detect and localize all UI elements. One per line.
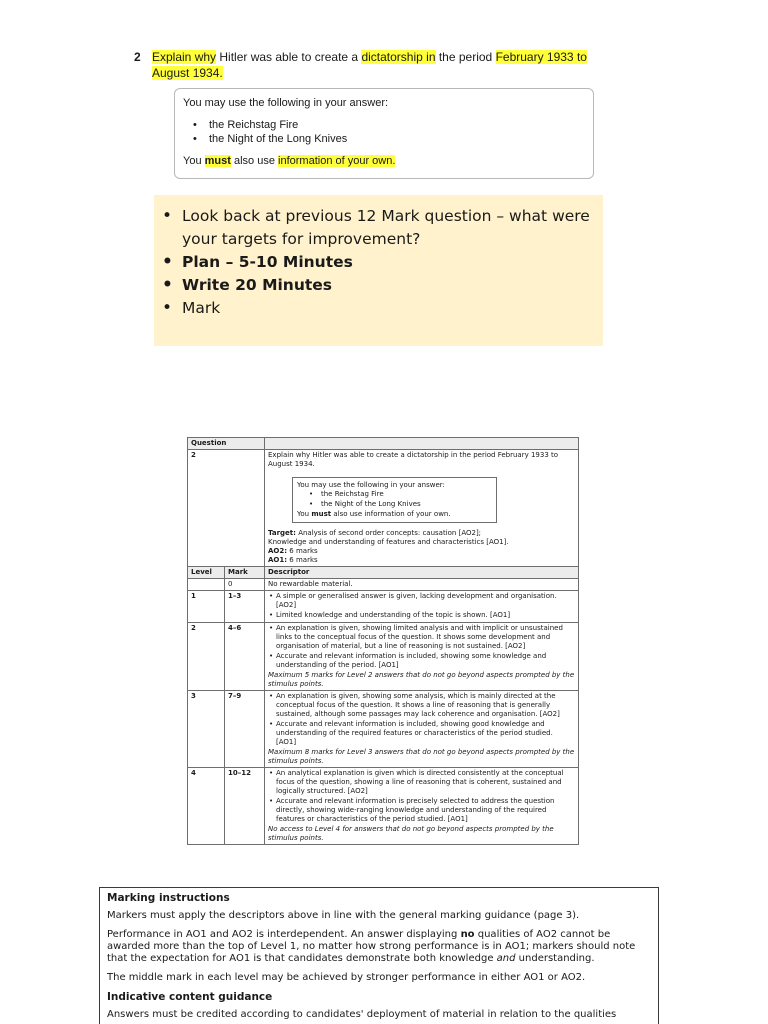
table-row [188,623,579,691]
header-blank-cell [265,438,579,450]
highlight-must: must [204,155,231,167]
mark-cell: 4–6 [225,623,265,691]
table-row [188,768,579,845]
question-text-part: Hitler was able to create a [219,50,359,64]
p2-part: Performance in AO1 and AO2 is interdependent. An answer displaying [107,929,458,940]
question-text: Explain why Hitler was able to create a dictatorship in the period February 1933 to August 1934. [268,451,559,468]
mark-header: Mark [225,567,265,579]
descriptor-note: Maximum 8 marks for Level 3 answers that do not go beyond aspects prompted by the stimulus points. [268,748,575,765]
instruction-item: • Look back at previous 12 Mark question – what were your targets for improvement? [160,205,595,251]
level-cell: 3 [188,691,225,768]
stimulus-own-must: must [311,510,332,518]
mark-scheme-table [187,437,579,845]
table-row [188,438,579,450]
table-header-row [188,567,579,579]
mark-cell: 7–9 [225,691,265,768]
hint-item: • the Reichstag Fire [183,118,585,132]
ao2-label: AO2: [268,547,288,555]
descriptor-point: • Accurate and relevant information is included, showing some knowledge and understanding of the period. [AO1] [268,652,575,670]
ao2-value: 6 marks [289,547,318,555]
indicative-content-title: Indicative content guidance [107,991,273,1003]
question-detail-cell [265,450,579,567]
descriptor-point: • An explanation is given, showing limited analysis and with implicit or unsustained links to the conceptual focus of the question. It shows some development and organisation of material, but a line of reasoning is not sustained. [AO2] [268,624,575,651]
target-label: Target: [268,529,296,537]
descriptor-cell [265,623,579,691]
descriptor-header: Descriptor [265,567,579,579]
descriptor-cell: No rewardable material. [265,579,579,591]
ao1-line [268,556,575,565]
highlight-explain: Explain why [152,50,217,64]
level-cell [188,579,225,591]
marking-instructions-box [99,887,659,1024]
p2-part: qualities of AO2 cannot be awarded more than the top of Level 1, no matter how strong performance is in AO1; markers should note that the expectation for AO1 is that candidates demonstrate both knowledge [107,929,636,964]
highlight-dates: February 1933 to August 1934. [152,50,587,80]
question-number-cell: 2 [188,450,265,567]
marking-instructions-p3: The middle mark in each level may be achieved by stronger performance in either AO1 or AO2. [107,972,586,983]
level-cell: 4 [188,768,225,845]
table-row [188,450,579,567]
own-information-line [183,154,585,168]
target-line [268,529,575,538]
stimulus-item: • the Reichstag Fire [297,490,492,499]
level-header: Level [188,567,225,579]
ao1-value: 6 marks [289,556,318,564]
descriptor-point: • A simple or generalised answer is given, lacking development and organisation. [AO2] [268,592,575,610]
mark-cell: 10–12 [225,768,265,845]
p2-part: understanding. [518,953,595,964]
hint-intro: You may use the following in your answer: [183,97,389,109]
descriptor-point: • Accurate and relevant information is included, showing good knowledge and understanding of the required features or characteristics of the period studied. [AO1] [268,720,575,747]
instruction-item: • Write 20 Minutes [160,274,595,297]
stimulus-list [297,490,492,509]
descriptor-note: No access to Level 4 for answers that do not go beyond aspects prompted by the stimulus points. [268,825,554,842]
ao1-label: AO1: [268,556,288,564]
stimulus-item: • the Night of the Long Knives [297,500,492,509]
stimulus-own-line [297,510,492,519]
instruction-item: • Mark [160,297,595,320]
descriptor-cell [265,768,579,845]
own-prefix: You [183,155,202,167]
instructions-panel [154,195,603,346]
hint-item: • the Night of the Long Knives [183,132,585,146]
descriptor-point: • Accurate and relevant information is precisely selected to address the question directly, showing wide-ranging knowledge and understanding of the required features or characteristics of the period studied. [AO1] [268,797,575,824]
p2-and: and [496,953,516,964]
descriptor-cell [265,691,579,768]
stimulus-own-prefix: You [297,510,310,518]
hint-box [174,88,594,179]
descriptor-note: Maximum 5 marks for Level 2 answers that do not go beyond aspects prompted by the stimulus points. [268,671,575,688]
ao2-line [268,547,575,556]
question-text-part: the period [438,50,493,64]
descriptor-cell [265,591,579,623]
target-line-2: Knowledge and understanding of features and characteristics [AO1]. [268,538,509,546]
highlight-own-information: information of your own. [278,155,396,167]
highlight-dictatorship: dictatorship in [361,50,436,64]
mark-cell: 0 [225,579,265,591]
target-text: Analysis of second order concepts: causation [AO2]; [298,529,482,537]
own-mid: also use [233,155,275,167]
instructions-list [160,205,595,320]
level-cell: 1 [188,591,225,623]
stimulus-box [292,477,497,523]
p2-no: no [460,929,475,940]
table-row [188,591,579,623]
descriptor-point: • An analytical explanation is given which is directed consistently at the conceptual focus of the question, showing a line of reasoning that is coherent, sustained and logically structured. [AO2] [268,769,575,796]
table-row [188,579,579,591]
stimulus-intro: You may use the following in your answer: [297,481,445,489]
descriptor-point: • An explanation is given, showing some analysis, which is mainly directed at the conceptual focus of the question. It shows a line of reasoning that is generally sustained, although some passages may lack coherence and organisation. [AO2] [268,692,575,719]
question-text [152,49,592,81]
question-header-cell: Question [188,438,265,450]
mark-cell: 1–3 [225,591,265,623]
marking-instructions-p2 [107,929,651,965]
marking-instructions-p1: Markers must apply the descriptors above in line with the general marking guidance (page 3). [107,910,580,921]
descriptor-point: • Limited knowledge and understanding of the topic is shown. [AO1] [268,611,575,620]
question-number: 2 [134,50,141,64]
level-cell: 2 [188,623,225,691]
stimulus-own-rest: also use information of your own. [333,510,451,518]
hint-list [183,118,585,146]
marking-instructions-title: Marking instructions [107,892,230,904]
table-row [188,691,579,768]
indicative-content-p1: Answers must be credited according to candidates' deployment of material in relation to the qualities [107,1009,617,1020]
instruction-item: • Plan – 5-10 Minutes [160,251,595,274]
